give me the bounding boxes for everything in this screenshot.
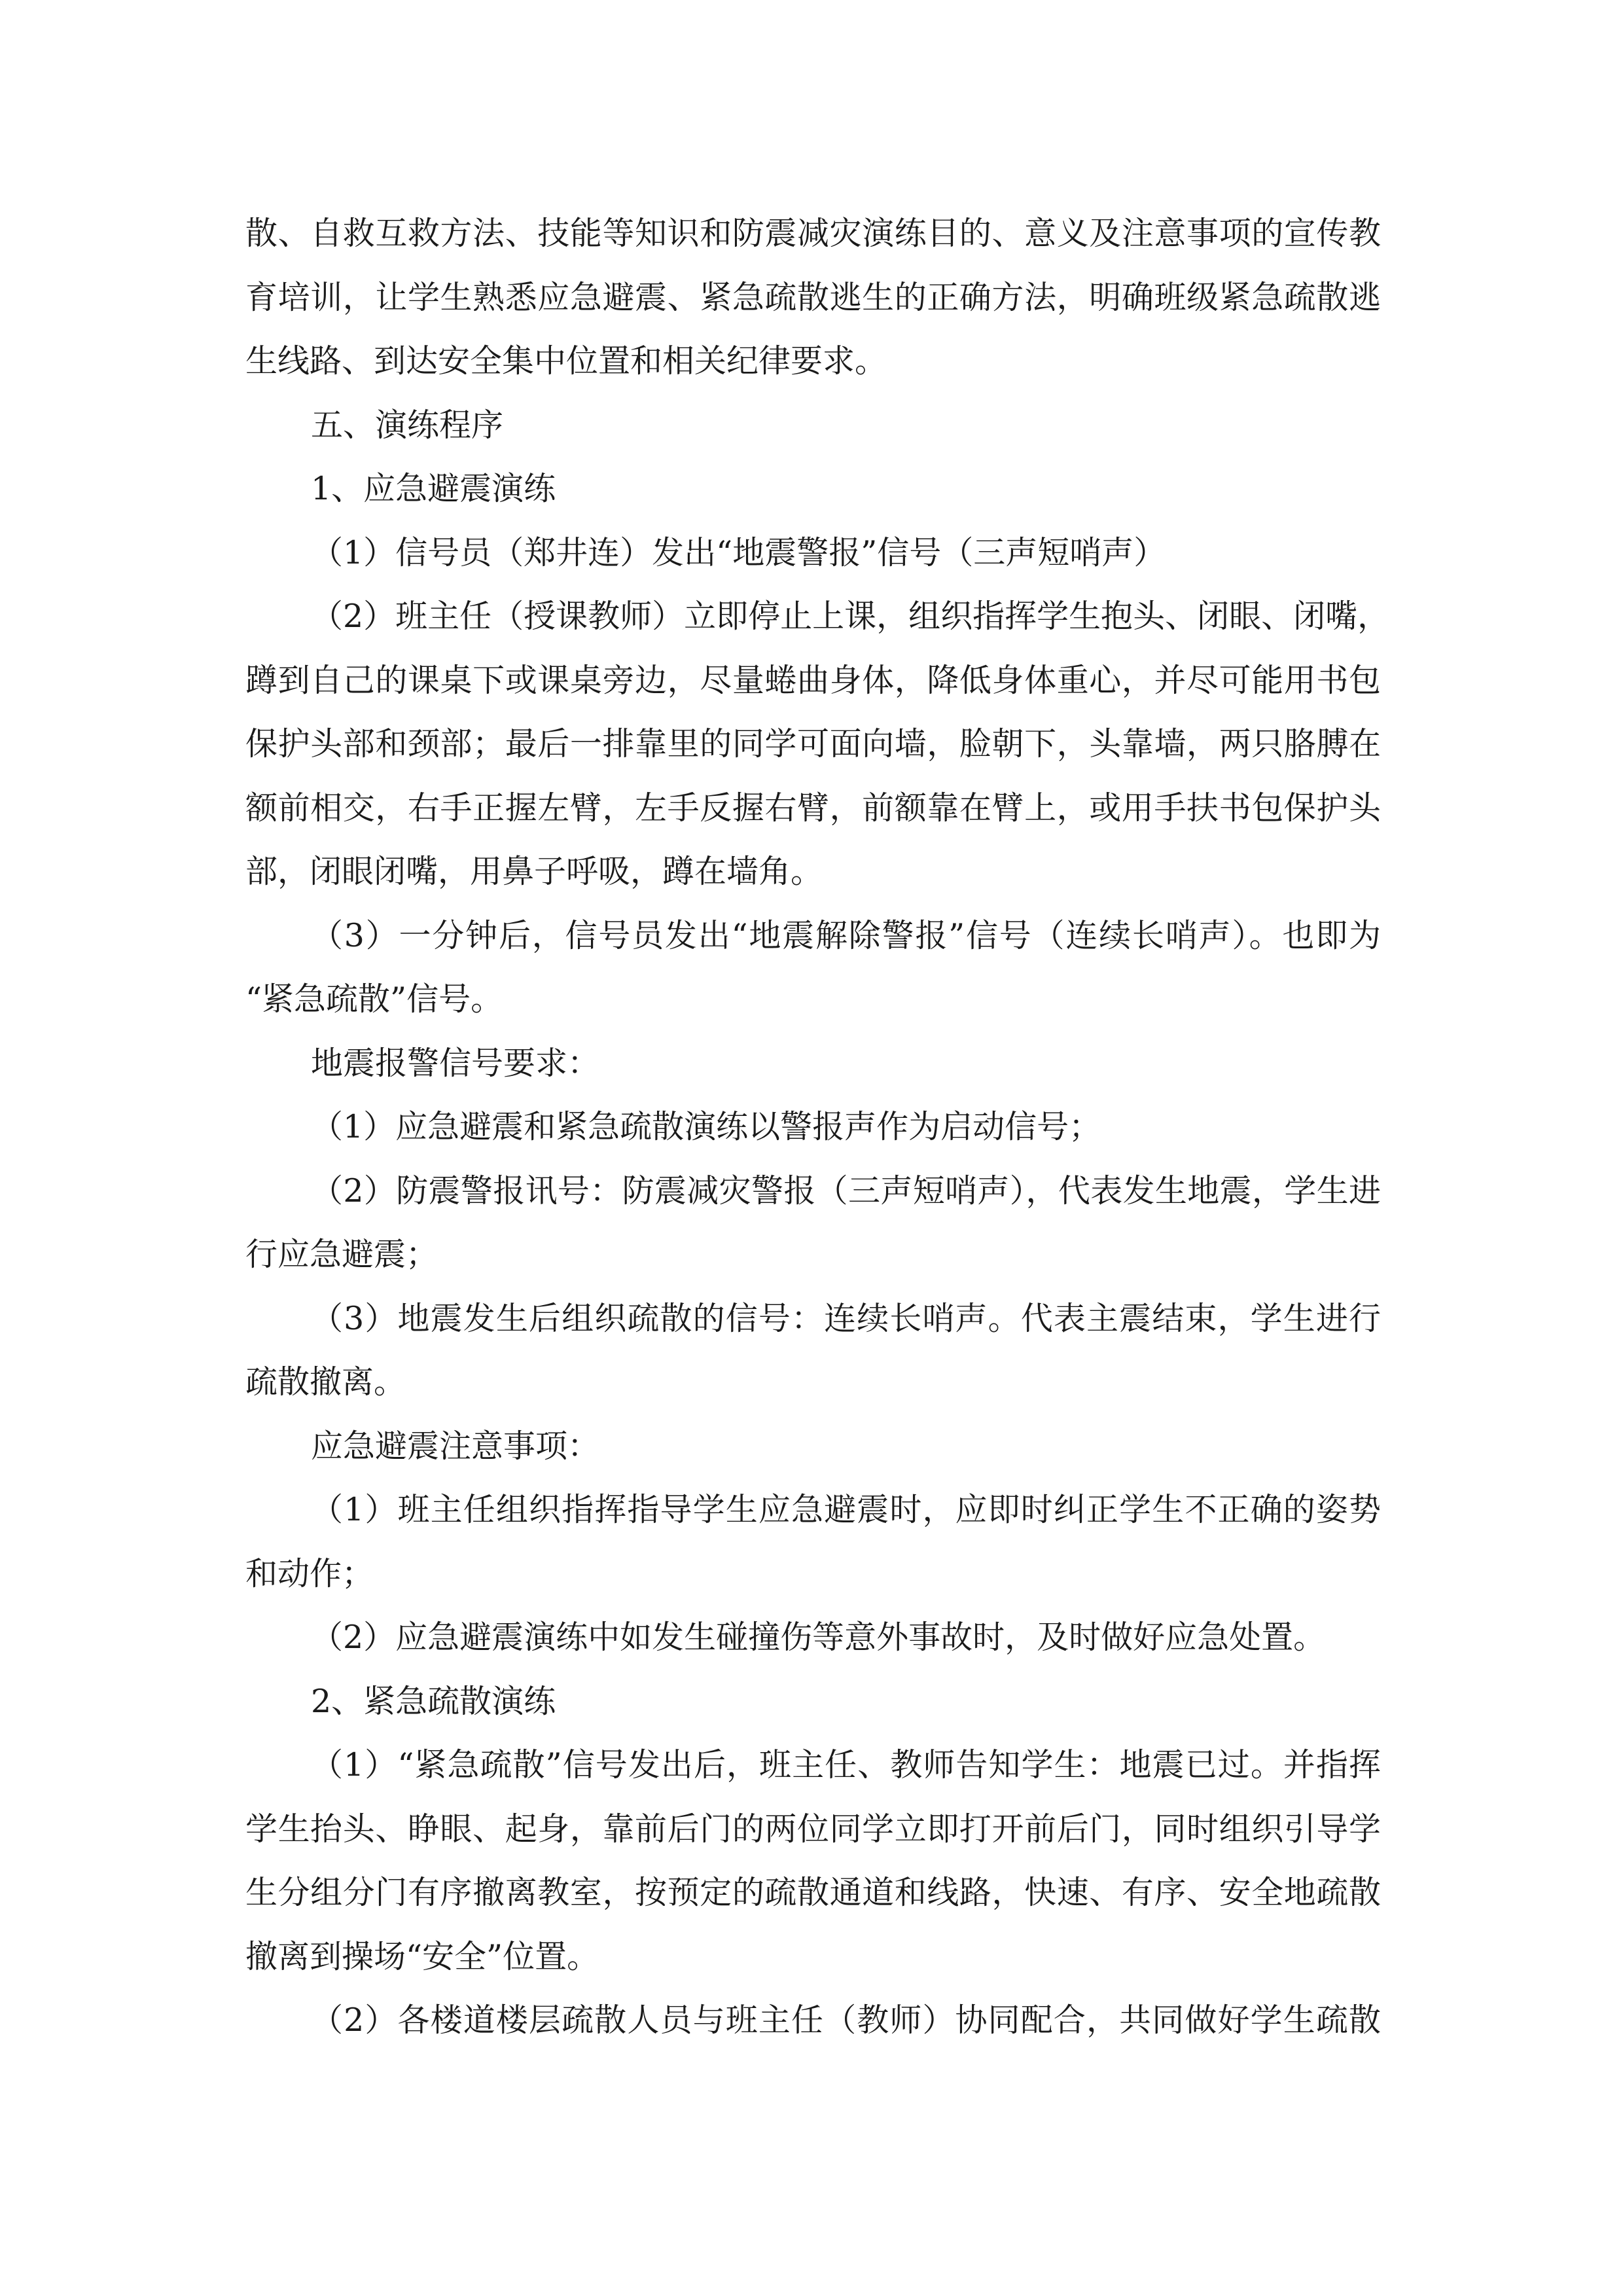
paragraph-line: （2）班主任（授课教师）立即停止上课，组织指挥学生抱头、闭眼、闭嘴， (311, 598, 1390, 635)
paragraph-line: （2）防震警报讯号：防震减灾警报（三声短哨声），代表发生地震，学生进 (311, 1172, 1381, 1210)
paragraph-line: 育培训，让学生熟悉应急避震、紧急疏散逃生的正确方法，明确班级紧急疏散逃 (245, 278, 1381, 316)
paragraph-line: （1）信号员（郑井连）发出“地震警报”信号（三声短哨声） (311, 533, 1166, 571)
paragraph-line: 蹲到自己的课桌下或课桌旁边，尽量蜷曲身体，降低身体重心，并尽可能用书包 (245, 661, 1381, 699)
subsection-heading: 1、应急避震演练 (311, 470, 556, 507)
subsection-heading: 2、紧急疏散演练 (311, 1682, 556, 1720)
paragraph-line: （1）“紧急疏散”信号发出后，班主任、教师告知学生：地震已过。并指挥 (311, 1746, 1381, 1784)
paragraph-line: （1）班主任组织指挥指导学生应急避震时，应即时纠正学生不正确的姿势 (311, 1491, 1381, 1528)
paragraph-line: 撤离到操场“安全”位置。 (245, 1937, 599, 1975)
paragraph-line: 生分组分门有序撤离教室，按预定的疏散通道和线路，快速、有序、安全地疏散 (245, 1874, 1381, 1911)
paragraph-line: 散、自救互救方法、技能等知识和防震减灾演练目的、意义及注意事项的宣传教 (245, 215, 1381, 252)
paragraph-line: （3）地震发生后组织疏散的信号：连续长哨声。代表主震结束，学生进行 (311, 1299, 1381, 1337)
paragraph-line: 疏散撤离。 (245, 1363, 406, 1401)
paragraph-heading: 应急避震注意事项： (311, 1427, 600, 1465)
paragraph-line: 额前相交，右手正握左臂，左手反握右臂，前额靠在臂上，或用手扶书包保护头 (245, 789, 1381, 827)
document-body (245, 202, 1390, 2053)
paragraph-line: 学生抬头、睁眼、起身，靠前后门的两位同学立即打开前后门，同时组织引导学 (245, 1810, 1381, 1848)
paragraph-line: （2）应急避震演练中如发生碰撞伤等意外事故时，及时做好应急处置。 (311, 1619, 1326, 1656)
paragraph-line: 保护头部和颈部；最后一排靠里的同学可面向墙，脸朝下，头靠墙，两只胳膊在 (245, 725, 1381, 762)
section-heading: 五、演练程序 (311, 406, 504, 444)
paragraph-line: （2）各楼道楼层疏散人员与班主任（教师）协同配合，共同做好学生疏散 (311, 2001, 1381, 2039)
paragraph-line: 生线路、到达安全集中位置和相关纪律要求。 (245, 342, 887, 380)
paragraph-line: 和动作； (245, 1554, 374, 1592)
paragraph-line: 部，闭眼闭嘴，用鼻子呼吸，蹲在墙角。 (245, 853, 823, 890)
paragraph-line: （1）应急避震和紧急疏散演练以警报声作为启动信号； (311, 1108, 1101, 1145)
paragraph-heading: 地震报警信号要求： (311, 1044, 600, 1082)
paragraph-line: （3）一分钟后，信号员发出“地震解除警报”信号（连续长哨声）。也即为 (311, 916, 1381, 954)
paragraph-line: 行应急避震； (245, 1236, 438, 1273)
paragraph-line: “紧急疏散”信号。 (245, 980, 503, 1018)
